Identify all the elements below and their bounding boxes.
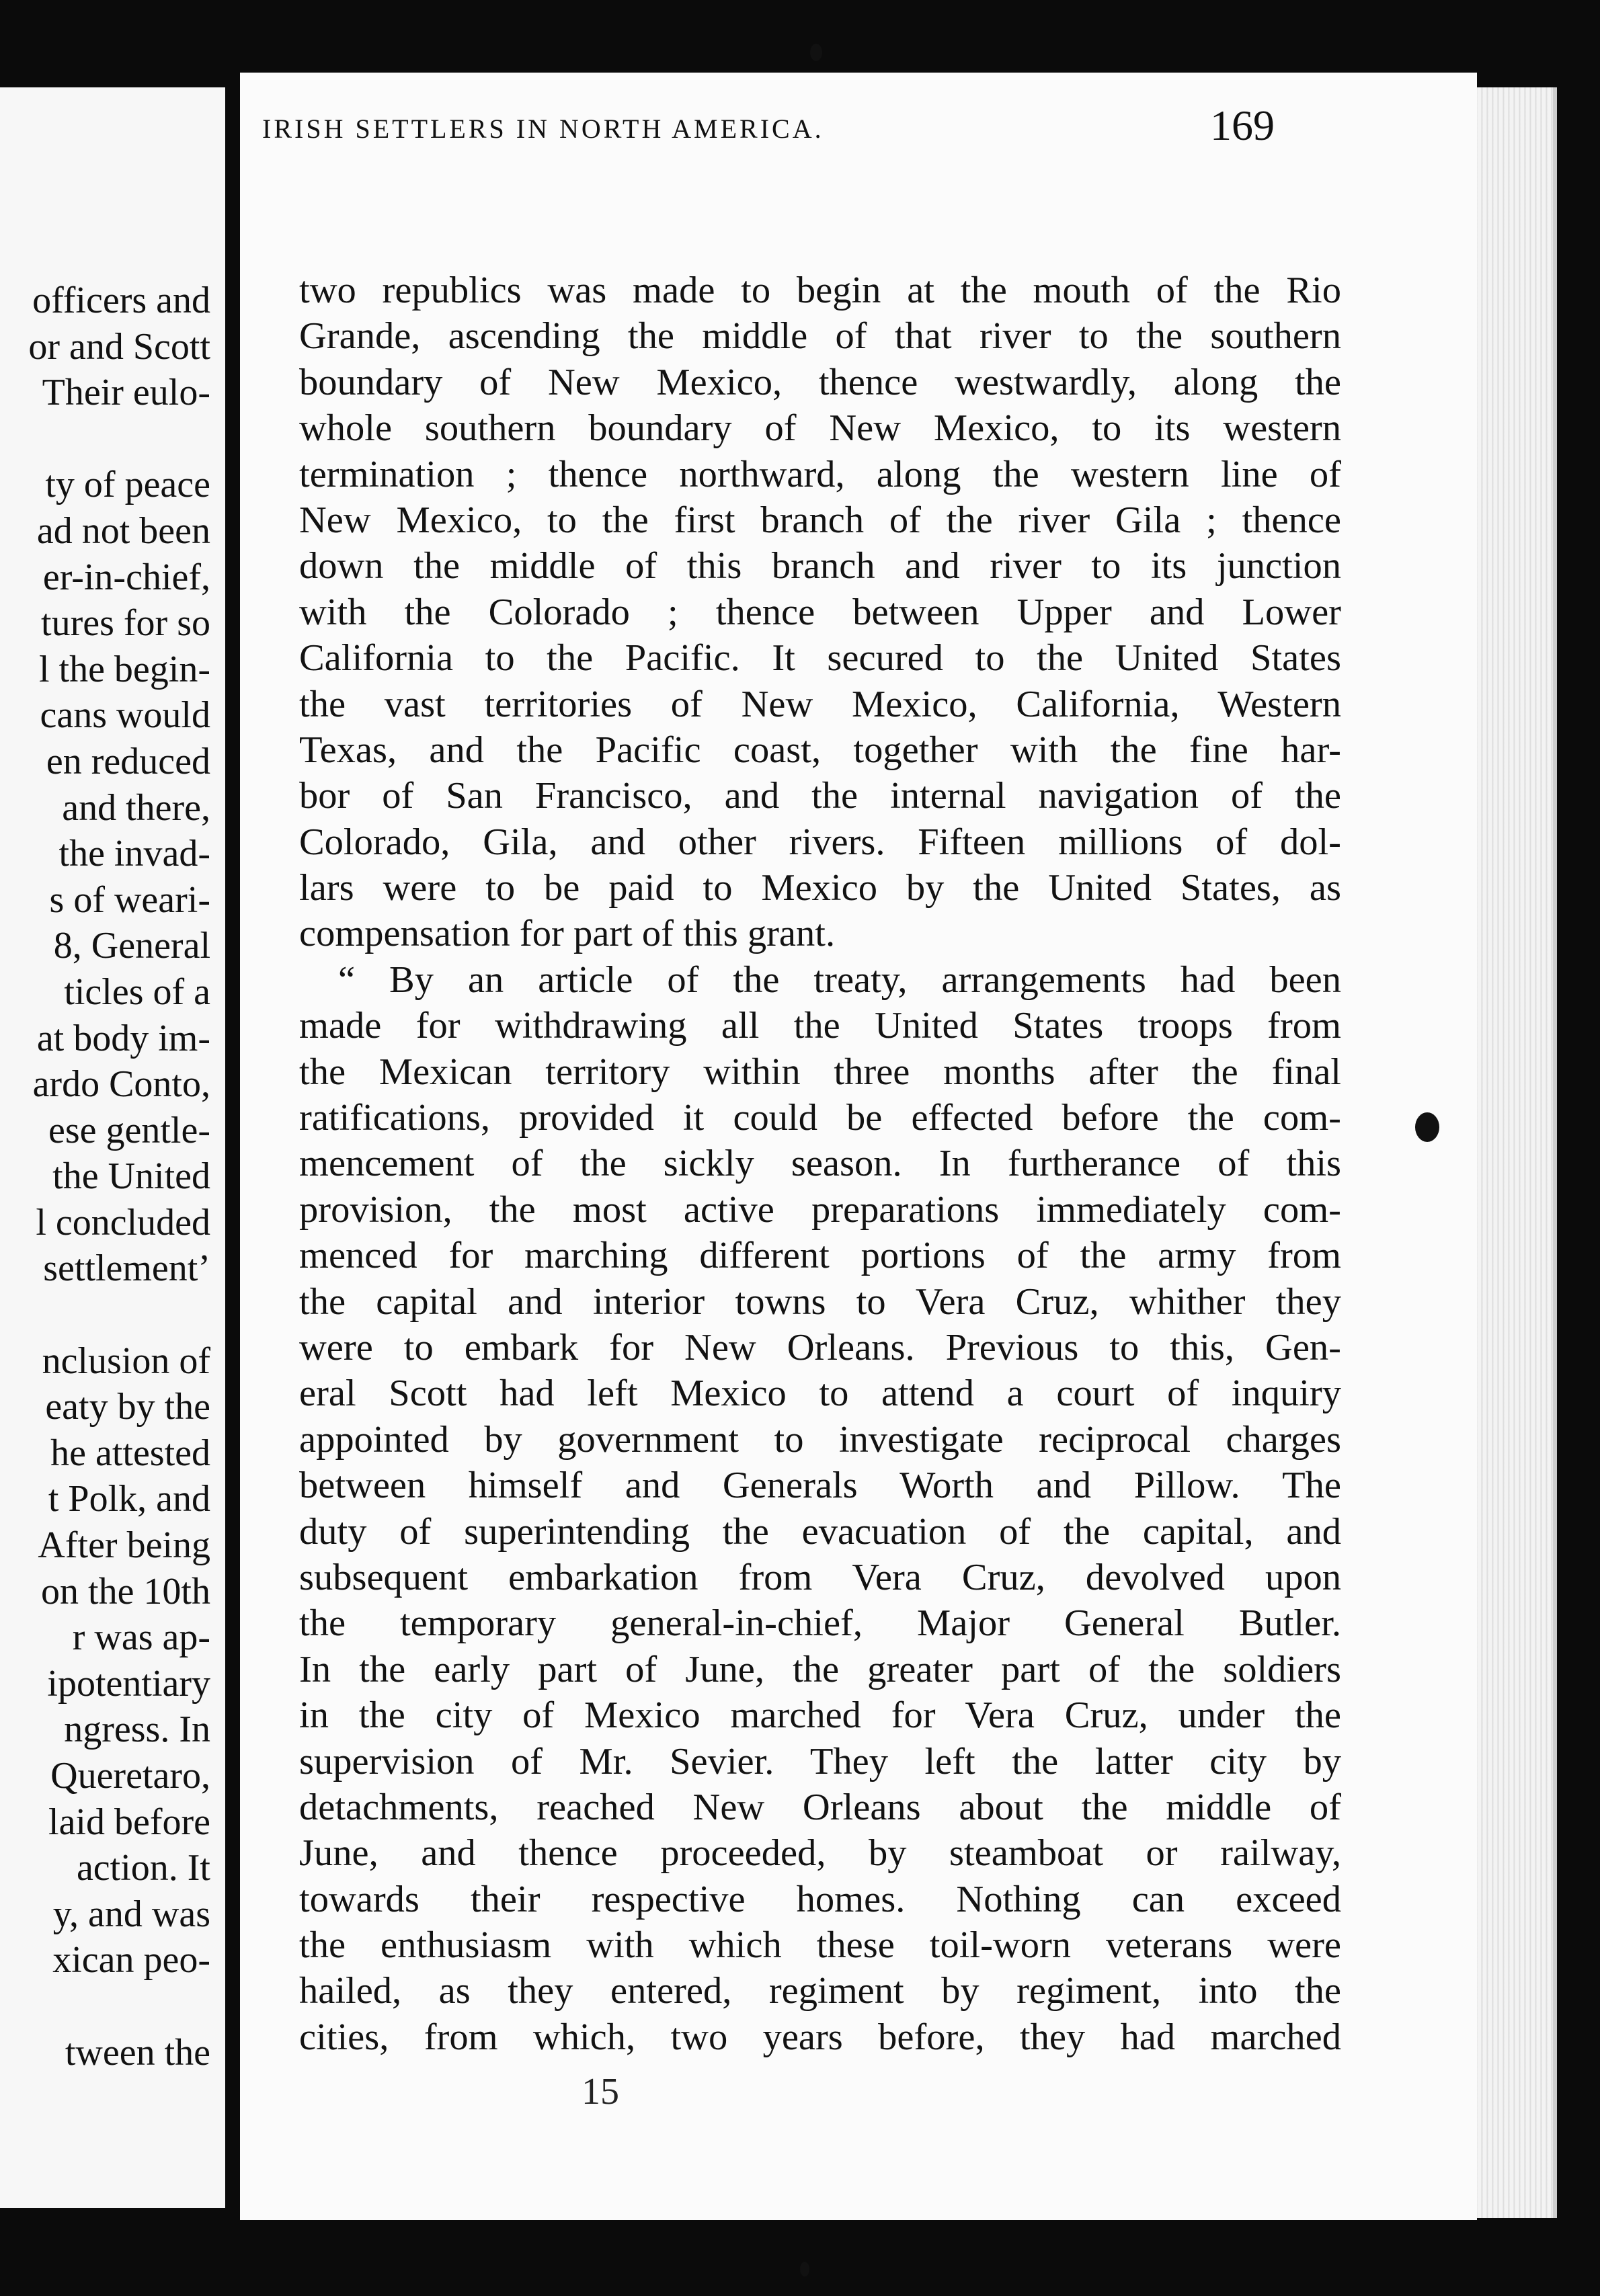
left-page-line: ese gentle- [48,1109,210,1151]
body-line: subsequent embarkation from Vera Cruz, devolved upon [299,1556,1341,1598]
gutter [225,87,239,2231]
body-line: two republics was made to begin at the mouth of the Rio [299,270,1341,311]
body-line: were to embark for New Orleans. Previous to this, Gen- [299,1326,1341,1368]
page-number: 169 [1210,101,1275,149]
left-page-line: he attested [50,1432,210,1474]
running-head: IRISH SETTLERS IN NORTH AMERICA. [262,114,824,144]
body-line: compensation for part of this grant. [299,913,836,955]
body-line: cities, from which, two years before, they had marched [299,2016,1341,2058]
body-line: made for withdrawing all the United States troops from [299,1005,1341,1047]
ink-speck [800,2262,809,2277]
left-page-line: After being [38,1524,210,1567]
body-line: June, and thence proceeded, by steamboat or railway, [299,1832,1341,1875]
body-line: Colorado, Gila, and other rivers. Fifteen millions of dol- [299,821,1341,863]
left-page-line: ardo Conto, [32,1063,210,1106]
left-page-line: Queretaro, [50,1755,210,1797]
ink-speck [1415,1112,1439,1142]
body-line: detachments, reached New Orleans about the middle of [299,1786,1341,1828]
left-page-line: en reduced [46,740,210,782]
left-page-line: or and Scott [28,325,210,368]
left-page-line: t Polk, and [48,1478,210,1520]
left-page-line: eaty by the [45,1386,210,1428]
body-line: in the city of Mexico marched for Vera Cruz, under the [299,1694,1341,1737]
left-page-line: cans would [40,694,210,737]
left-page-line: er-in-chief, [42,556,210,598]
left-page-line: s of weari- [49,878,210,921]
left-page-text [28,278,210,2076]
body-line: New Mexico, to the first branch of the river Gila ; thence [299,499,1341,541]
body-line: Texas, and the Pacific coast, together with the fine har- [299,729,1341,771]
left-page-line: 8, General [53,925,210,967]
body-line: the capital and interior towns to Vera Cruz, whither they [299,1280,1341,1323]
body-line: whole southern boundary of New Mexico, to its western [299,407,1341,450]
body-line: menced for marching different portions of the army from [299,1235,1341,1277]
left-page-line: l concluded [36,1201,210,1243]
left-page-line: at body im- [36,1017,210,1059]
left-page-line: r was ap- [72,1616,210,1659]
left-facing-page [0,87,225,2208]
left-page-line: ticles of a [64,971,210,1013]
body-line: the temporary general-in-chief, Major General Butler. [299,1602,1341,1645]
page-edges [1472,87,1557,2218]
left-page-line [28,416,210,462]
left-page-line [28,1292,210,1338]
left-page-line: ty of peace [45,464,210,506]
body-line: down the middle of this branch and river to its junction [299,545,1341,587]
body-line: hailed, as they entered, regiment by regiment, into the [299,1970,1341,2012]
body-line: towards their respective homes. Nothing can exceed [299,1878,1341,1920]
left-page-line: ngress. In [64,1709,210,1751]
left-page-line: laid before [48,1801,210,1843]
body-text [299,268,1341,2060]
body-line: the vast territories of New Mexico, California, Western [299,683,1341,725]
left-page-line [28,1983,210,2030]
left-page-line: l the begin- [38,648,210,690]
ink-speck [810,44,822,61]
left-page-line: nclusion of [42,1340,210,1382]
body-line: the enthusiasm with which these toil-worn veterans were [299,1924,1341,1967]
left-page-line: the United [52,1155,210,1198]
body-line: ratifications, provided it could be effected before the com- [299,1097,1341,1139]
left-page-line: and there, [62,786,210,829]
body-line: appointed by government to investigate reciprocal charges [299,1418,1341,1461]
left-page-line: on the 10th [41,1570,210,1612]
body-line: termination ; thence northward, along the western line of [299,453,1341,495]
left-page-line: settlement’ [43,1247,210,1290]
left-page-line: y, and was [52,1893,210,1935]
left-page-line: xican peo- [52,1939,210,1981]
left-page-line: officers and [32,280,210,321]
left-page-line: tween the [65,2031,210,2074]
body-line: “ By an article of the treaty, arrangements had been [338,958,1341,1001]
left-page-line: the invad- [58,833,210,875]
body-line: with the Colorado ; thence between Upper and Lower [299,591,1341,633]
body-line: boundary of New Mexico, thence westwardly, along the [299,361,1341,403]
body-line: Grande, ascending the middle of that river to the southern [299,315,1341,358]
body-line: duty of superintending the evacuation of the capital, and [299,1510,1341,1553]
body-line: California to the Pacific. It secured to the United States [299,637,1341,680]
body-line: the Mexican territory within three months after the final [299,1051,1341,1093]
left-page-line: action. It [76,1847,210,1889]
body-line: bor of San Francisco, and the internal navigation of the [299,775,1341,817]
body-line: lars were to be paid to Mexico by the United States, as [299,867,1341,909]
left-page-line: Their eulo- [42,372,210,414]
body-line: supervision of Mr. Sevier. They left the latter city by [299,1740,1341,1782]
body-line: eral Scott had left Mexico to attend a court of inquiry [299,1372,1341,1415]
left-page-line: ad not been [36,509,210,552]
body-line: provision, the most active preparations immediately com- [299,1188,1341,1231]
signature-mark: 15 [582,2071,619,2113]
body-line: mencement of the sickly season. In furtherance of this [299,1143,1341,1185]
left-page-line: tures for so [41,602,210,645]
body-line: between himself and Generals Worth and Pillow. The [299,1465,1341,1507]
left-page-line: ipotentiary [47,1662,210,1705]
body-line: In the early part of June, the greater part of the soldiers [299,1648,1341,1690]
